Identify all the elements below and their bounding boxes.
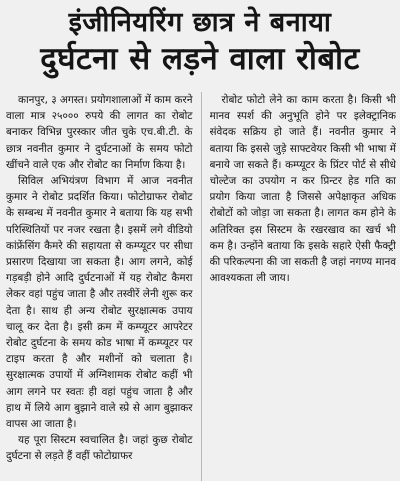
paragraph: कानपुर, ३ अगस्त। प्रयोगशालाओं में काम करने वाला मात्र २५००० रुपये की लागत का रोबोट बनाकर विभिन्न पुरस्कार जीत चुके एच.बी.टी. के छात्र नवनीत कुमार ने दुर्घटनाओं के समय फोटो खींचने वाले एक और रोबोट का निर्माण किया है। <box>6 94 193 171</box>
left-column <box>6 92 193 481</box>
article-body <box>6 92 396 481</box>
column-divider <box>201 92 202 481</box>
headline-line-1: इंजीनियरिंग छात्र ने बनाया <box>68 7 332 38</box>
paragraph: यह पूरा सिस्टम स्वचालित है। जहां कुछ रोबोट दुर्घटना से लड़ते हैं वहीं फोटोग्राफर <box>6 434 193 463</box>
right-column <box>210 92 397 481</box>
headline-line-2: दुर्घटना से लड़ने वाला रोबोट <box>40 40 360 77</box>
paragraph: रोबोट फोटो लेने का काम करता है। किसी भी मानव स्पर्श की अनुभूति होने पर इलेक्ट्रानिक संवेदक सक्रिय हो जाते हैं। नवनीत कुमार ने बताया कि इससे जुड़े साफ्टवेयर किसी भी भाषा में बनाये जा सकते हैं। कम्प्यूटर के प्रिंटर पोर्ट से सीधे चोल्टेज का उपयोग न कर प्रिन्टर हेड गति का प्रयोग किया जाता है जिससे अपेक्षाकृत अधिक रोबोटों को जोड़ा जा सकता है। लागत कम होने के अतिरिक्त इस सिस्टम के रखरखाव का खर्च भी कम है। उन्होंने बताया कि इसके सहारे ऐसी फैक्ट्री की परिकल्पना की जा सकती है जहां नगण्य मानव आवश्यकता ली जाय। <box>209 94 396 285</box>
paragraph: सिविल अभियंत्रण विभाग में आज नवनीत कुमार ने रोबोट प्रदर्शित किया। फोटोग्राफर रोबोट के सम्बन्ध में नवनीत कुमार ने बताया कि यह सभी परिस्थितियों पर नजर रखता है। इसमें लगे वीडियो कांफ्रेंसिंग कैमरे की सहायता से कम्प्यूटर पर सीधा प्रसारण दिखाया जा सकता है। आग लगने, कोई गड़बड़ी होने आदि दुर्घटनाओं में यह रोबोट कैमरा लेकर वहां पहुंच जाता है और तस्वीरें लेनी शुरू कर देता है। साथ ही अन्य रोबोट सुरक्षात्मक उपाय चालू कर देता है। इसी क्रम में कम्प्यूटर आपरेटर रोबोट दुर्घटना के समय कोड भाषा में कम्प्यूटर पर टाइप करता है और मशीनों को चलाता है। सुरक्षात्मक उपायों में अग्निशामक रोबोट कहीं भी आग लगने पर स्वतः ही वहां पहुंच जाता है और हाथ में लिये आग बुझाने वाले स्प्रे से आग बुझाकर वापस आ जाता है। <box>6 175 193 431</box>
